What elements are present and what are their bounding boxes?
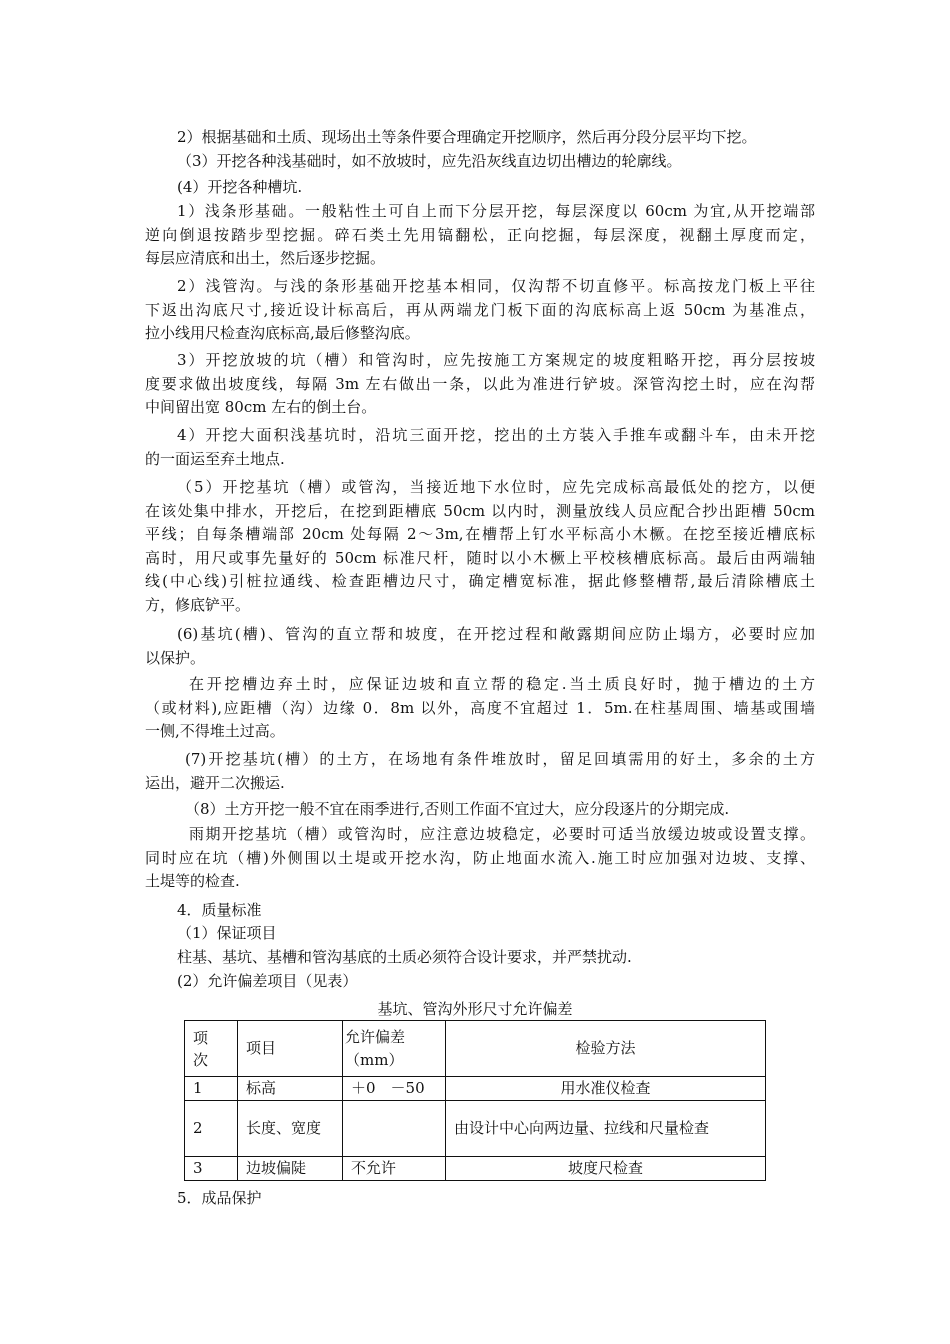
table-header-row (185, 1021, 766, 1077)
table-row (185, 1101, 766, 1157)
text-line: (7)开挖基坑(槽）的土方，在场地有条件堆放时，留足回填需用的好土，多余的土方 (185, 750, 815, 768)
table-cell: 坡度尺检查 (446, 1157, 766, 1181)
allowable-deviation-table (184, 1020, 766, 1181)
paragraph (145, 349, 815, 420)
text-line: 在开挖槽边弃土时，应保证边坡和直立帮的稳定.当土质良好时，抛于槽边的土方 (189, 675, 815, 693)
table-caption: 基坑、管沟外形尺寸允许偏差 (377, 1000, 573, 1018)
table-header-cell: 项目 (238, 1021, 343, 1077)
paragraph (145, 200, 815, 271)
text-line: 中间留出宽 80cm 左右的倒土台。 (145, 398, 377, 416)
text-line: 雨期开挖基坑（槽）或管沟时，应注意边坡稳定，必要时可适当放缓边坡或设置支撑。 (189, 825, 815, 843)
text-line: 1）浅条形基础。一般粘性土可自上而下分层开挖，每层深度以 60cm 为宜,从开挖端部 (177, 202, 815, 220)
text-line: 土堤等的检查. (145, 872, 240, 890)
text-line: （5）开挖基坑（槽）或管沟，当接近地下水位时，应先完成标高最低处的挖方，以便 (177, 478, 815, 496)
text-line: 线(中心线)引桩拉通线、检查距槽边尺寸，确定槽宽标准，据此修整槽帮,最后清除槽底土 (145, 572, 815, 590)
text-line: 度要求做出坡度线，每隔 3m 左右做出一条，以此为准进行铲坡。深管沟挖土时，应在沟帮 (145, 374, 815, 393)
paragraph (145, 970, 815, 994)
paragraph (145, 798, 815, 822)
paragraph (145, 275, 815, 346)
text-line: (4）开挖各种槽坑. (177, 178, 303, 196)
text-line: （8）土方开挖一般不宜在雨季进行,否则工作面不宜过大，应分段逐片的分期完成. (185, 800, 730, 818)
paragraph (145, 476, 815, 617)
table-cell: 不允许 (343, 1157, 446, 1181)
table-cell: ＋0 －50 (343, 1077, 446, 1101)
text-line: 的一面运至弃土地点. (145, 449, 285, 468)
table-cell: 标高 (238, 1077, 343, 1101)
table-cell (343, 1101, 446, 1157)
text-line: 以保护。 (145, 648, 206, 667)
text-line: 每层应清底和出土，然后逐步挖掘。 (145, 249, 386, 267)
text-line: 在该处集中排水，开挖后，在挖到距槽底 50cm 以内时，测量放线人员应配合抄出距槽 50cm (145, 501, 815, 520)
paragraph (145, 150, 815, 174)
text-line: （1）保证项目 (177, 924, 277, 942)
table-cell: 2 (185, 1101, 238, 1157)
text-line: 2）根据基础和土质、现场出土等条件要合理确定开挖顺序，然后再分段分层平均下挖。 (177, 128, 757, 146)
text-line: 平线；自每条槽端部 20cm 处每隔 2～3m,在槽帮上钉水平标高小木橛。在挖至接近槽底标 (145, 525, 815, 543)
paragraph (145, 623, 815, 670)
table-cell: 用水准仪检查 (446, 1077, 766, 1101)
text-line: 下返出沟底尺寸,接近设计标高后，再从两端龙门板下面的沟底标高上返 50cm 为基准点， (145, 300, 815, 319)
table-row (185, 1157, 766, 1181)
table-cell: 长度、宽度 (238, 1101, 343, 1157)
table-cell: 由设计中心向两边量、拉线和尺量检查 (446, 1101, 766, 1157)
paragraph (145, 673, 815, 744)
table-header-cell: 检验方法 (446, 1021, 766, 1077)
text-line: 方，修底铲平。 (145, 595, 251, 614)
paragraph (145, 946, 815, 970)
table-header-cell: 允许偏差（mm） (343, 1021, 446, 1077)
text-line: （3）开挖各种浅基础时，如不放坡时，应先沿灰线直边切出槽边的轮廓线。 (177, 152, 682, 170)
paragraph (145, 424, 815, 471)
paragraph (145, 126, 815, 150)
text-line: 3）开挖放坡的坑（槽）和管沟时，应先按施工方案规定的坡度粗略开挖，再分层按坡 (177, 351, 815, 369)
paragraph (145, 748, 815, 795)
table-row (185, 1077, 766, 1101)
text-line: 高时，用尺或事先量好的 50cm 标准尺杆，随时以小木橛上平校核槽底标高。最后由两端轴 (145, 548, 815, 567)
text-line: 柱基、基坑、基槽和管沟基底的土质必须符合设计要求，并严禁扰动. (177, 948, 632, 966)
text-line: 4）开挖大面积浅基坑时，沿坑三面开挖，挖出的土方装入手推车或翻斗车，由未开挖 (177, 426, 815, 444)
section-heading: 5．成品保护 (177, 1189, 262, 1207)
text-line: 同时应在坑（槽)外侧围以土堤或开挖水沟，防止地面水流入.施工时应加强对边坡、支撑、 (145, 848, 815, 867)
table-cell: 1 (185, 1077, 238, 1101)
text-line: 4．质量标准 (177, 901, 262, 919)
text-line: （或材料),应距槽（沟）边缘 0．8m 以外，高度不宜超过 1．5m.在柱基周围、墙基或围墙 (145, 698, 815, 717)
text-line: 一侧,不得堆土过高。 (145, 722, 285, 740)
text-line: 2）浅管沟。与浅的条形基础开挖基本相同，仅沟帮不切直修平。标高按龙门板上平往 (177, 277, 815, 295)
paragraph (145, 176, 815, 200)
text-line: 拉小线用尺检查沟底标高,最后修整沟底。 (145, 324, 420, 342)
table-header-cell: 项 次 (185, 1021, 238, 1077)
table-cell: 边坡偏陡 (238, 1157, 343, 1181)
table-cell: 3 (185, 1157, 238, 1181)
paragraph (145, 899, 815, 923)
text-line: (2）允许偏差项目（见表） (177, 972, 358, 990)
paragraph (145, 823, 815, 894)
text-line: 逆向倒退按踏步型挖掘。碎石类土先用镐翻松，正向挖掘，每层深度，视翻土厚度而定， (145, 225, 815, 244)
text-line: (6)基坑(槽)、管沟的直立帮和坡度，在开挖过程和敞露期间应防止塌方，必要时应加 (177, 625, 815, 643)
paragraph (145, 922, 815, 946)
text-line: 运出，避开二次搬运. (145, 773, 285, 792)
